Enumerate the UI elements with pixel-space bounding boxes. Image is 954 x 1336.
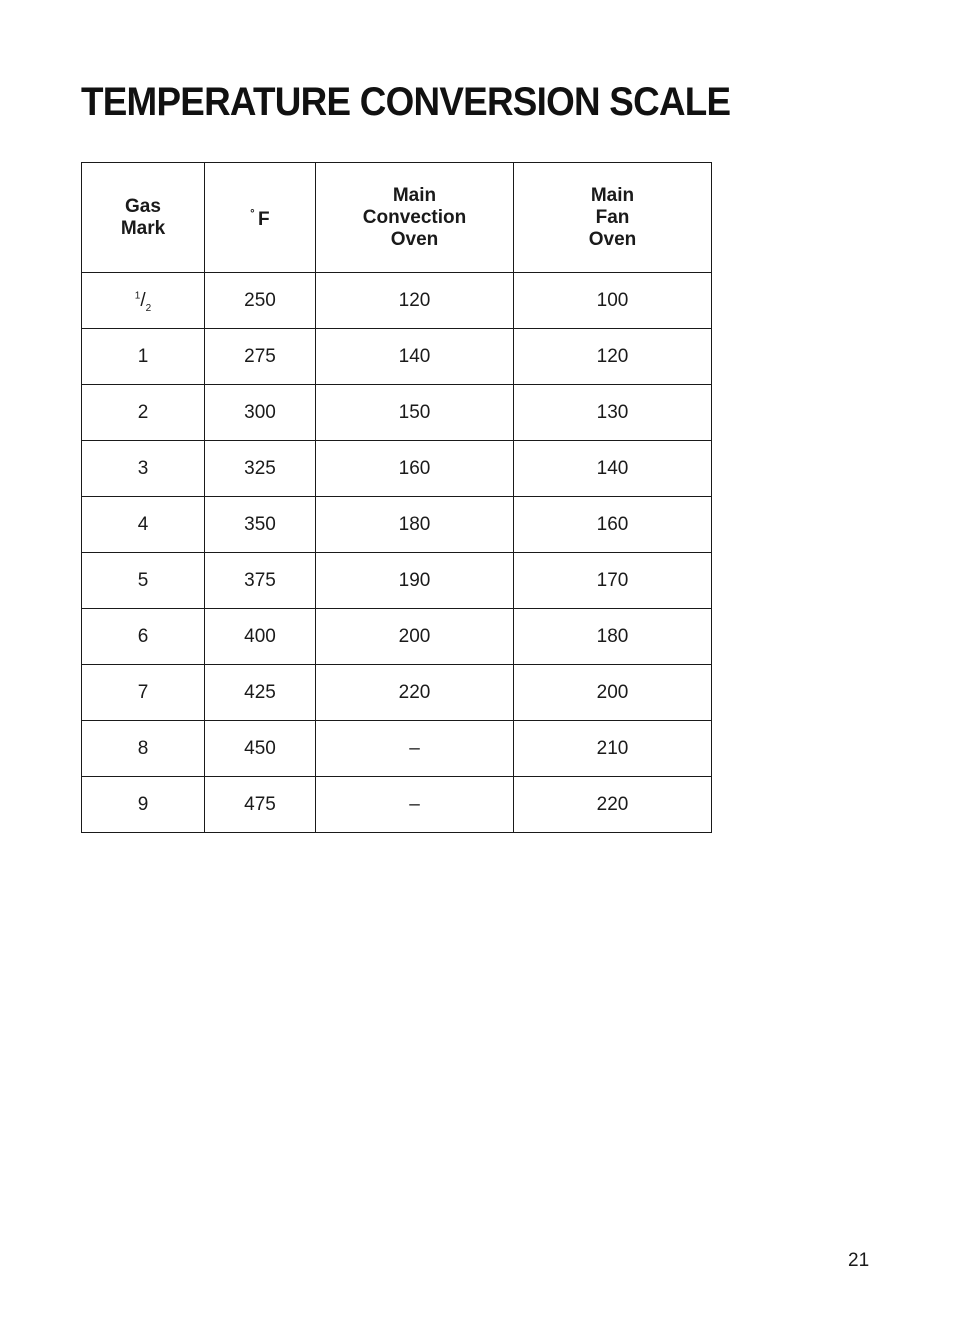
header-main-convection-oven [316,163,514,273]
table-row [82,441,712,497]
fahrenheit-cell: 375 [205,553,316,609]
fan-cell: 130 [514,385,712,441]
fan-cell: 200 [514,665,712,721]
fan-cell: 120 [514,329,712,385]
table-row [82,721,712,777]
gas-mark-cell: 7 [82,665,205,721]
fan-cell: 220 [514,777,712,833]
page-title: TEMPERATURE CONVERSION SCALE [81,80,731,124]
convection-cell: 180 [316,497,514,553]
header-fan-line: Fan [595,206,630,228]
fahrenheit-cell: 425 [205,665,316,721]
gas-mark-cell: 9 [82,777,205,833]
convection-cell: – [316,777,514,833]
header-gas-mark-line: Gas [125,195,161,217]
gas-mark-cell: 1 [82,329,205,385]
table-row [82,665,712,721]
fraction-numerator: 1 [134,290,141,302]
gas-mark-cell: 5 [82,553,205,609]
fan-cell: 140 [514,441,712,497]
fahrenheit-cell: 350 [205,497,316,553]
temperature-conversion-table [81,162,712,833]
fahrenheit-cell: 250 [205,273,316,329]
header-gas-mark [82,163,205,273]
convection-cell: 160 [316,441,514,497]
table-row [82,553,712,609]
header-convection-line: Oven [390,228,439,250]
gas-mark-cell: 8 [82,721,205,777]
degree-symbol: ˚ [250,207,256,223]
table-row [82,777,712,833]
fraction-denominator: 2 [145,302,152,314]
gas-mark-cell: 2 [82,385,205,441]
fahrenheit-cell: 400 [205,609,316,665]
gas-mark-cell: 3 [82,441,205,497]
convection-cell: 220 [316,665,514,721]
header-fan-line: Oven [588,228,637,250]
fan-cell: 170 [514,553,712,609]
convection-cell: 140 [316,329,514,385]
fahrenheit-cell: 475 [205,777,316,833]
convection-cell: 190 [316,553,514,609]
gas-mark-cell: 4 [82,497,205,553]
table-row [82,385,712,441]
gas-mark-cell: 6 [82,609,205,665]
table-row [82,497,712,553]
header-fahrenheit [205,163,316,273]
fahrenheit-cell: 275 [205,329,316,385]
convection-cell: 200 [316,609,514,665]
table-row [82,609,712,665]
header-convection-line: Main [392,184,437,206]
fahrenheit-letter: F [258,209,270,230]
table-row [82,273,712,329]
fan-cell: 210 [514,721,712,777]
page-number: 21 [848,1250,870,1271]
convection-cell: 120 [316,273,514,329]
convection-cell: 150 [316,385,514,441]
gas-mark-cell [82,273,205,329]
convection-cell: – [316,721,514,777]
table-row [82,329,712,385]
fan-cell: 160 [514,497,712,553]
fahrenheit-cell: 450 [205,721,316,777]
header-convection-line: Convection [362,206,467,228]
fraction-slash: / [140,289,146,311]
header-fan-line: Main [590,184,635,206]
header-gas-mark-line: Mark [120,217,166,239]
header-main-fan-oven [514,163,712,273]
table-header-row [82,163,712,273]
fahrenheit-cell: 300 [205,385,316,441]
half-fraction [134,289,152,314]
fan-cell: 180 [514,609,712,665]
fahrenheit-cell: 325 [205,441,316,497]
fan-cell: 100 [514,273,712,329]
